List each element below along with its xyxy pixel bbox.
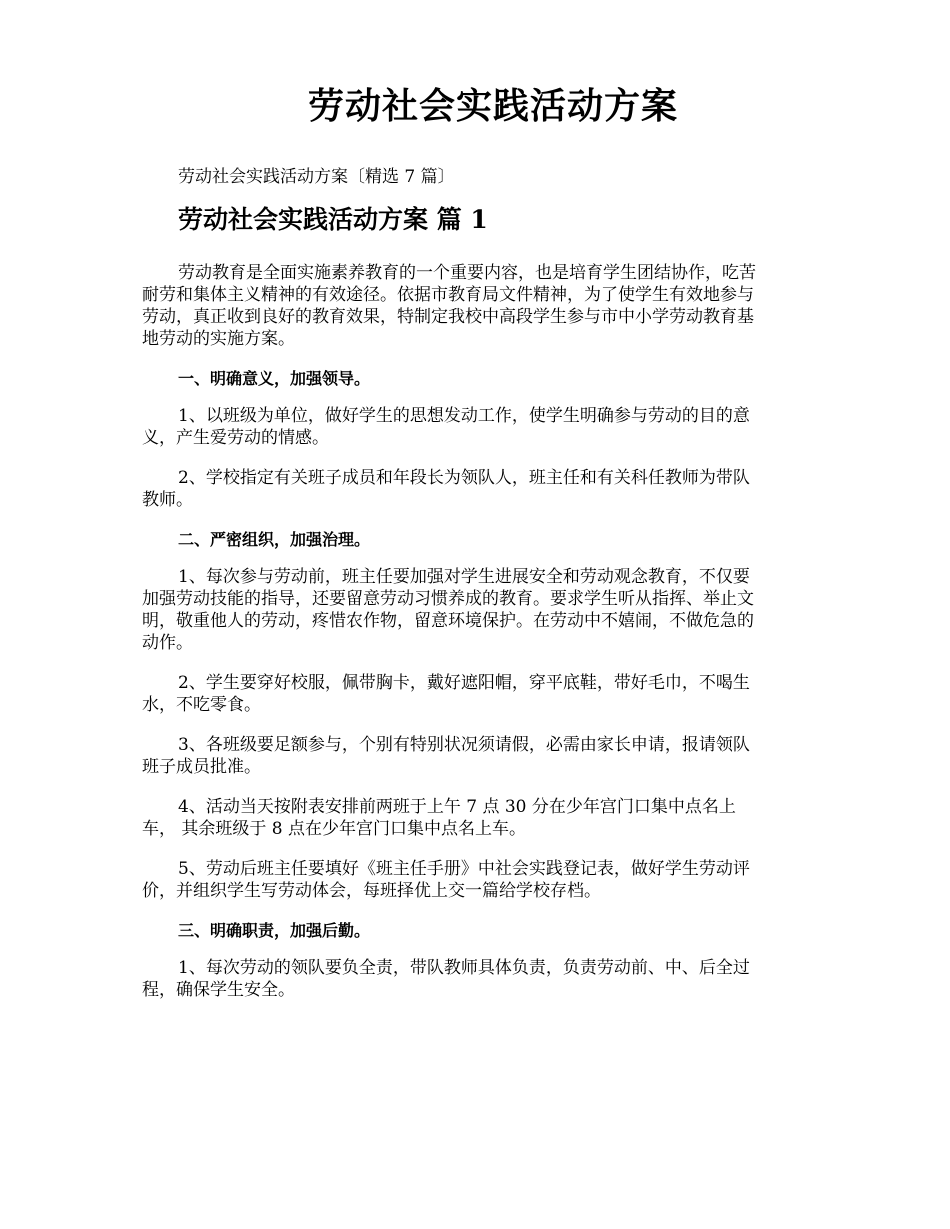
paragraph-line: 加强劳动技能的指导，还要留意劳动习惯养成的教育。要求学生听从指挥、举止文	[142, 589, 754, 609]
body-paragraph	[142, 467, 810, 511]
paragraph-line: 2、学生要穿好校服，佩带胸卡，戴好遮阳帽，穿平底鞋，带好毛巾，不喝生	[178, 673, 750, 693]
body-paragraph	[142, 405, 810, 449]
body-paragraph	[142, 566, 810, 654]
paragraph-line: 1、每次劳动的领队要负全责，带队教师具体负责，负责劳动前、中、后全过	[178, 958, 750, 978]
paragraph-line: 三、明确职责，加强后勤。	[178, 921, 371, 940]
subsection-heading	[142, 529, 810, 551]
paragraph-line: 班子成员批准。	[142, 757, 261, 777]
document-subtitle: 劳动社会实践活动方案〔精选 7 篇〕	[178, 167, 455, 187]
document-body	[142, 262, 810, 1019]
subsection-heading	[142, 368, 810, 390]
paragraph-line: 水，不吃零食。	[142, 695, 261, 715]
section-heading: 劳动社会实践活动方案 篇 1	[178, 205, 488, 234]
paragraph-line: 地劳动的实施方案。	[142, 329, 295, 349]
paragraph-line: 1、以班级为单位，做好学生的思想发动工作，使学生明确参与劳动的目的意	[178, 406, 750, 426]
body-paragraph	[142, 734, 810, 778]
body-paragraph	[142, 957, 810, 1001]
paragraph-line: 1、每次参与劳动前，班主任要加强对学生进展安全和劳动观念教育，不仅要	[178, 567, 750, 587]
paragraph-line: 程，确保学生安全。	[142, 980, 295, 1000]
body-paragraph	[142, 262, 810, 350]
body-paragraph	[142, 858, 810, 902]
paragraph-line: 车， 其余班级于 8 点在少年宫门口集中点名上车。	[142, 819, 527, 839]
paragraph-line: 耐劳和集体主义精神的有效途径。依据市教育局文件精神，为了使学生有效地参与	[142, 285, 754, 305]
paragraph-line: 教师。	[142, 490, 193, 510]
paragraph-line: 劳动，真正收到良好的教育效果，特制定我校中高段学生参与市中小学劳动教育基	[142, 307, 754, 327]
paragraph-line: 4、活动当天按附表安排前两班于上午 7 点 30 分在少年宫门口集中点名上	[178, 797, 736, 817]
body-paragraph	[142, 672, 810, 716]
paragraph-line: 明，敬重他人的劳动，疼惜农作物，留意环境保护。在劳动中不嬉闹，不做危急的	[142, 611, 754, 631]
body-paragraph	[142, 796, 810, 840]
paragraph-line: 一、明确意义，加强领导。	[178, 369, 371, 388]
paragraph-line: 二、严密组织，加强治理。	[178, 530, 371, 549]
paragraph-line: 3、各班级要足额参与，个别有特别状况须请假，必需由家长申请，报请领队	[178, 735, 750, 755]
paragraph-line: 义，产生爱劳动的情感。	[142, 428, 329, 448]
subsection-heading	[142, 920, 810, 942]
paragraph-line: 2、学校指定有关班子成员和年段长为领队人，班主任和有关科任教师为带队	[178, 468, 750, 488]
paragraph-line: 劳动教育是全面实施素养教育的一个重要内容，也是培育学生团结协作，吃苦	[178, 263, 756, 283]
paragraph-line: 5、劳动后班主任要填好《班主任手册》中社会实践登记表，做好学生劳动评	[178, 859, 750, 879]
paragraph-line: 动作。	[142, 633, 193, 653]
document-title: 劳动社会实践活动方案	[307, 85, 678, 127]
paragraph-line: 价，并组织学生写劳动体会，每班择优上交一篇给学校存档。	[142, 881, 601, 901]
